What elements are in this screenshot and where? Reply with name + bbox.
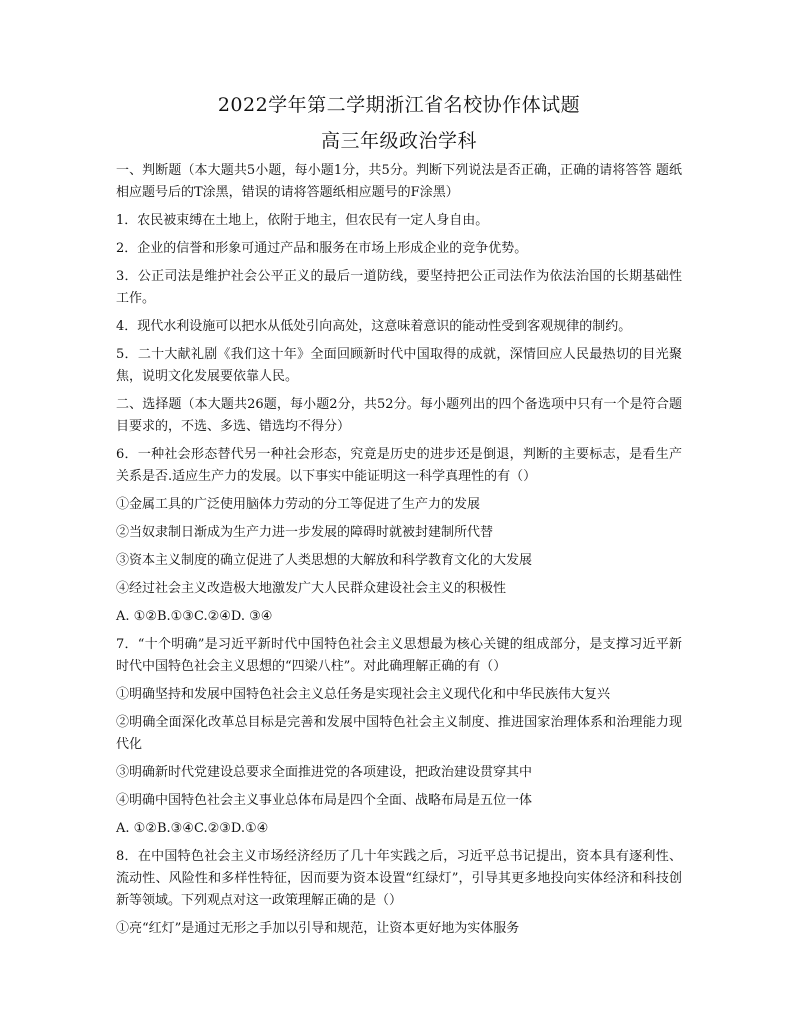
question-7-choices: A. ①②B.③④C.②③D.①④	[116, 821, 269, 836]
exam-page	[116, 92, 682, 946]
question-8-stem: 8．在中国特色社会主义市场经济经历了几十年实践之后，习近平总书记提出，资本具有逐利性、流动性、风险性和多样性特征，因而要为资本设置“红绿灯”，引导其更多地投向实体经济和科技创新等领域。下列观点对这一政策理解正确的是（）	[116, 849, 682, 908]
judgement-item-3: 3．公正司法是维护社会公平正义的最后一道防线，要坚持把公正司法作为依法治国的长期基础性工作。	[116, 269, 682, 306]
question-6-option-1: ①金属工具的广泛使用脑体力劳动的分工等促进了生产力的发展	[116, 497, 481, 512]
question-7-option-1: ①明确坚持和发展中国特色社会主义总任务是实现社会主义现代化和中华民族伟大复兴	[116, 687, 611, 702]
exam-title: 2022学年第二学期浙江省名校协作体试题	[217, 94, 581, 116]
section2-heading: 二、选择题（本大题共26题，每小题2分，共52分。每小题列出的四个备选项中只有一个是符合题目要求的，不选、多选、错选均不得分）	[116, 397, 682, 434]
question-7-stem: 7．“十个明确”是习近平新时代中国特色社会主义思想最为核心关键的组成部分，是支撑习近平新时代中国特色社会主义思想的“四梁八柱”。对此确理解正确的有（）	[116, 637, 682, 674]
question-7-option-4: ④明确中国特色社会主义事业总体布局是四个全面、战略布局是五位一体	[116, 793, 533, 808]
judgement-item-4: 4．现代水利设施可以把水从低处引向高处，这意味着意识的能动性受到客观规律的制约。	[116, 319, 632, 334]
section1-heading: 一、判断题（本大题共5小题，每小题1分，共5分。判断下列说法是否正确，正确的请将答答 题纸相应题号后的T涂黑，错误的请将答题纸相应题号的F涂黑）	[116, 163, 682, 200]
question-8-option-1: ①亮“红灯”是通过无形之手加以引导和规范，让资本更好地为实体服务	[116, 921, 520, 936]
judgement-item-2: 2．企业的信誉和形象可通过产品和服务在市场上形成企业的竞争优势。	[116, 241, 528, 256]
question-6-stem: 6．一种社会形态替代另一种社会形态，究竟是历史的进步还是倒退，判断的主要标志，是看生产关系是否.适应生产力的发展。以下事实中能证明这一科学真理性的有（）	[116, 447, 682, 484]
question-6-choices: A. ①②B.①③C.②④D. ③④	[116, 609, 273, 624]
question-6-option-3: ③资本主义制度的确立促进了人类思想的大解放和科学教育文化的大发展	[116, 553, 533, 568]
question-6-option-2: ②当奴隶制日渐成为生产力进一步发展的障碍时就被封建制所代替	[116, 525, 494, 540]
question-7-option-2: ②明确全面深化改革总目标是完善和发展中国特色社会主义制度、推进国家治理体系和治理能力现代化	[116, 715, 682, 752]
judgement-item-1: 1．农民被束缚在土地上，依附于地主，但农民有一定人身自由。	[116, 213, 489, 228]
exam-subtitle: 高三年级政治学科	[320, 130, 477, 152]
judgement-item-5: 5．二十大献礼剧《我们这十年》全面回顾新时代中国取得的成就，深情回应人民最热切的目光聚焦，说明文化发展要依靠人民。	[116, 347, 682, 384]
question-7-option-3: ③明确新时代党建设总要求全面推进党的各项建设，把政治建设贯穿其中	[116, 765, 533, 780]
question-6-option-4: ④经过社会主义改造极大地激发广大人民群众建设社会主义的积极性	[116, 581, 507, 596]
